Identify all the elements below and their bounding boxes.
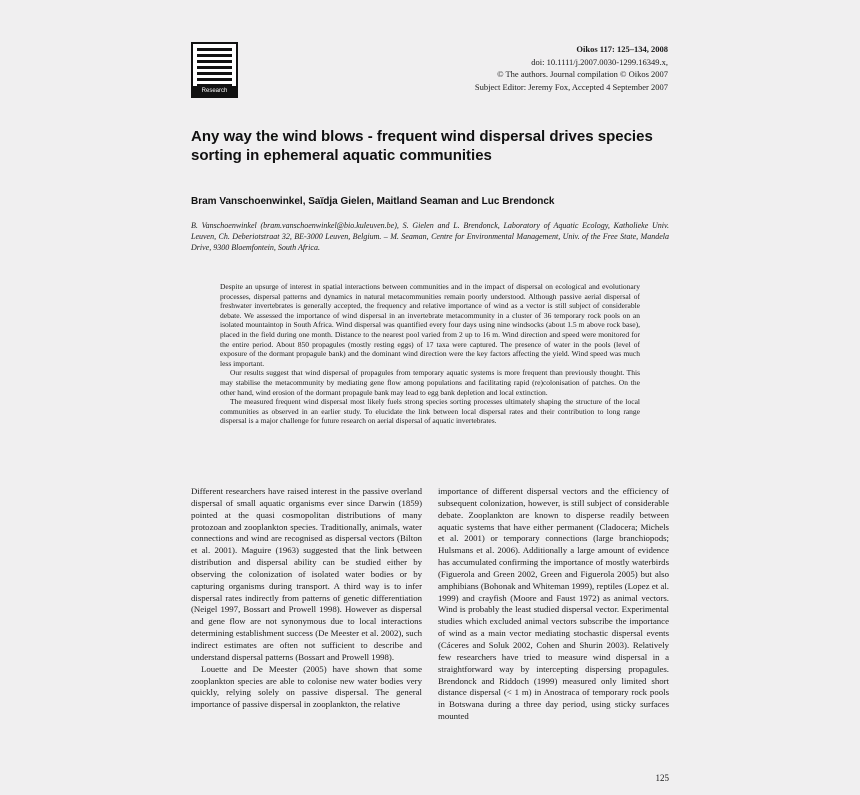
body-paragraph: importance of different dispersal vectors and the efficiency of subsequent colonization, however, is still subject of considerable debate. Zooplankton are known to disperse readily between aquatic systems that have either permanent (Cladocera; Michels et al. 2001) or temporary connections (large branchiopods; Hulsmans et al. 2006). Additionally a large amount of evidence has accumulated confirming the importance of mostly waterbirds (Figuerola and Green 2002, Green and Figuerola 2005) but also amphibians (Bohonak and Whiteman 1999), reptiles (Lopez et al. 1999) and crayfish (Moore and Faust 1972) as animal vectors. Wind is probably the least studied dispersal vector. Experimental studies which excluded animal vectors subscribe the importance of wind as a main vector mediating stochastic dispersal events (Cáceres and Soluk 2002, Cohen and Shurin 2003). Relatively few researchers have tried to measure wind dispersal in a straightforward way by intercepting dispersing propagules. Brendonck and Riddoch (1999) measured only limited short distance dispersal (< 1 m) in Anostraca of temporary rock pools in Botswana during a three day period, using sticky surfaces mounted [438,486,669,722]
abstract [220,282,640,426]
article-title: Any way the wind blows - frequent wind dispersal drives species sorting in ephemeral aquatic communities [191,128,653,164]
journal-citation: Oikos 117: 125–134, 2008 [576,44,668,54]
copyright-line: © The authors. Journal compilation © Oikos 2007 [497,69,668,79]
page-number: 125 [655,773,669,783]
author-affiliations: B. Vanschoenwinkel (bram.vanschoenwinkel@bio.kuleuven.be), S. Gielen and L. Brendonck, Laboratory of Aquatic Ecology, Katholieke Univ. Leuven, Ch. Deberiotstraat 32, BE-3000 Leuven, Belgium. – M. Seaman, Centre for Environmental Management, Univ. of the Free State, Mandela Drive, 9300 Bloemfontein, South Africa. [191,221,669,252]
abstract-paragraph: Our results suggest that wind dispersal of propagules from temporary aquatic systems is more frequent than previously thought. This may stabilise the metacommunity by mediating gene flow among populations and facilitating rapid (re)colonisation of patches. On the other hand, wind erosion of the dormant propagule bank may lead to egg bank depletion and local extinction. [220,368,640,397]
journal-meta [475,43,668,93]
editor-line: Subject Editor: Jeremy Fox, Accepted 4 September 2007 [474,81,668,92]
doi-line: doi: 10.1111/j.2007.0030-1299.16349.x, [531,56,668,67]
body-column-right [438,486,669,723]
body-column-left [191,486,422,711]
body-paragraph: Louette and De Meester (2005) have shown that some zooplankton species are able to colonise new water bodies very quickly, relying solely on passive dispersal. The general importance of passive dispersal in zooplankton, the relative [191,663,422,710]
research-logo [191,42,238,98]
author-list: Bram Vanschoenwinkel, Saïdja Gielen, Maitland Seaman and Luc Brendonck [191,196,555,207]
abstract-paragraph: The measured frequent wind dispersal most likely fuels strong species sorting processes ultimately shaping the structure of the local communities as observed in an earlier study. To elucidate the link between local dispersal rates and their contribution to long range dispersal is a major challenge for future research on aerial dispersal of aquatic invertebrates. [220,397,640,426]
body-paragraph: Different researchers have raised interest in the passive overland dispersal of small aquatic organisms ever since Darwin (1859) pointed at the quasi cosmopolitan distributions of many protozoan and zooplankton species. Traditionally, animals, water connections and wind are recognised as dispersal vectors (Bilton et al. 2001). Maguire (1963) suggested that the link between distribution and dispersal ability can be studied either by observing the colonization of isolated water bodies or by capturing organisms during transport. A third way is to infer dispersal rates indirectly from patterns of genetic differentiation (Neigel 1997, Bossart and Prowell 1998). However as dispersal and gene flow are not synonymous due to local interactions determining establishment success (De Meester et al. 2002), such indirect estimates are often not sufficient to describe and understand dispersal patterns (Bossart and Prowell 1998). [191,486,422,662]
logo-label: Research [193,86,236,96]
logo-lines [197,48,232,86]
abstract-paragraph: Despite an upsurge of interest in spatial interactions between communities and in the impact of dispersal on ecological and evolutionary processes, dispersal patterns and dynamics in natural metacommunities remain poorly understood. Although passive aerial dispersal of freshwater invertebrates is generally accepted, the frequency and relative importance of wind as a vector is still subject of considerable debate. We assessed the importance of wind dispersal in an invertebrate metacommunity in a cluster of 36 temporary rock pools on an isolated mountaintop in South Africa. Wind dispersal was quantified every four days using nine windsocks (about 1.5 m above rock base), placed in the field during one month. Distance to the nearest pool varied from 2 up to 16 m. Wind direction and speed were monitored for the entire period. About 850 propagules (mostly resting eggs) of 17 taxa were captured. The presence of water in the pools (level of exposure of the dormant propagule bank) and the dominant wind direction were the key factors affecting the yield. Wind speed was much less important. [220,282,640,368]
